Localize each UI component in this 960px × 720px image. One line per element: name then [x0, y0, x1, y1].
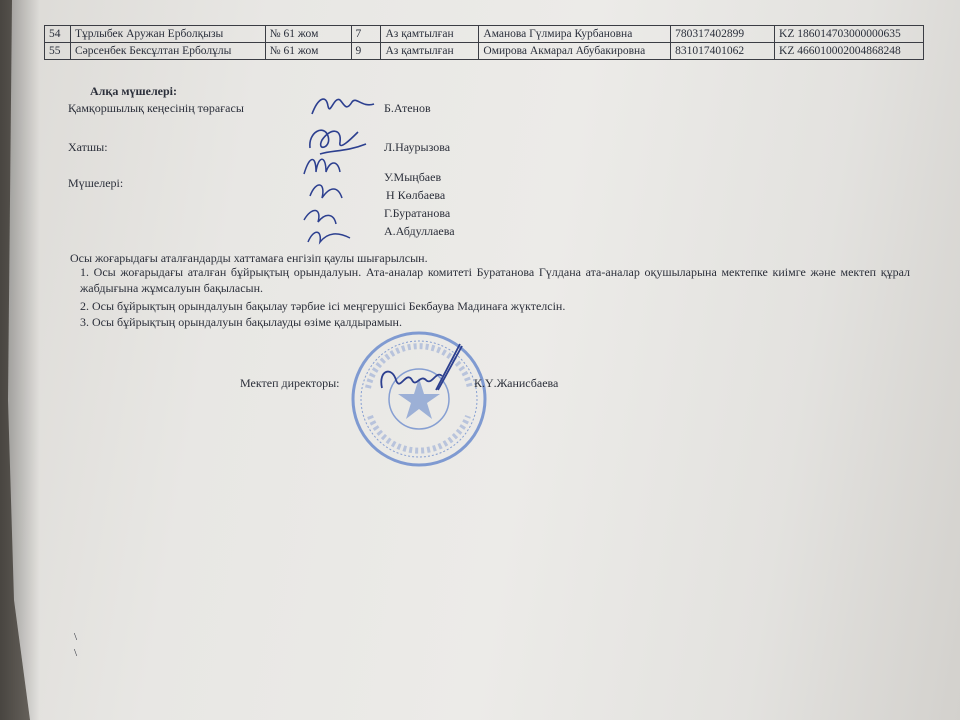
members-label: Мүшелері: [68, 176, 124, 190]
cell-parent: Аманова Гүлмира Курбановна [479, 26, 671, 43]
director-label: Мектеп директоры: [240, 376, 340, 390]
decision-intro: Осы жоғарыдағы аталғандарды хаттамаға енгізіп қаулы шығарылсын. [70, 251, 428, 265]
secretary-label: Хатшы: [68, 140, 108, 154]
payment-table [44, 25, 924, 60]
cell-iin: 780317402899 [671, 26, 775, 43]
cell-student: Сәрсенбек Бексұлтан Ерболұлы [70, 43, 265, 60]
board-heading: Алқа мүшелері: [90, 84, 178, 98]
cell-parent: Омирова Акмарал Абубакировна [479, 43, 671, 60]
pen-mark: \ [74, 647, 78, 659]
pen-mark: \ [74, 631, 78, 643]
cell-grade: № 61 жом [265, 26, 351, 43]
director-name: К.Ү.Жанисбаева [474, 376, 559, 390]
member-name: У.Мыңбаев [384, 170, 442, 184]
cell-count: 9 [351, 43, 381, 60]
page-edge-shadow [0, 0, 40, 720]
cell-num: 55 [45, 43, 71, 60]
secretary-name: Л.Наурызова [384, 140, 451, 154]
decision-item-2: 2. Осы бұйрықтың орындалуын бақылау тәрбие ісі меңгерушісі Бекбаувa Мадинаға жүктелсін. [80, 299, 566, 313]
chair-label: Қамқоршылық кеңесінің төрағасы [68, 101, 244, 115]
cell-status: Аз қамтылған [381, 43, 479, 60]
member-name: Г.Буратанова [384, 206, 451, 220]
decision-item-3: 3. Осы бұйрықтың орындалуын бақылауды өзіме қалдырамын. [80, 315, 402, 329]
decision-item-1: 1. Осы жоғарыдағы аталған бұйрықтың орындалуын. Ата-аналар комитеті Буратанова Гүлдана ата-аналар оқушыларына мектепке киімге және мектеп құрал жабдығына жұмсалуын бақыласын. [80, 265, 910, 295]
cell-grade: № 61 жом [265, 43, 351, 60]
cell-count: 7 [351, 26, 381, 43]
cell-student: Тұрлыбек Аружан Ерболқызы [70, 26, 265, 43]
member-name: А.Абдуллаева [384, 224, 455, 238]
cell-status: Аз қамтылған [381, 26, 479, 43]
cell-account: KZ 186014703000000635 [775, 26, 924, 43]
chair-name: Б.Атенов [384, 101, 431, 115]
table-row [45, 43, 924, 60]
cell-account: KZ 466010002004868248 [775, 43, 924, 60]
members-signatures [296, 146, 376, 246]
director-signature [376, 340, 466, 400]
table-row [45, 26, 924, 43]
cell-iin: 831017401062 [671, 43, 775, 60]
member-name: Н Көлбаева [386, 188, 446, 202]
cell-num: 54 [45, 26, 71, 43]
